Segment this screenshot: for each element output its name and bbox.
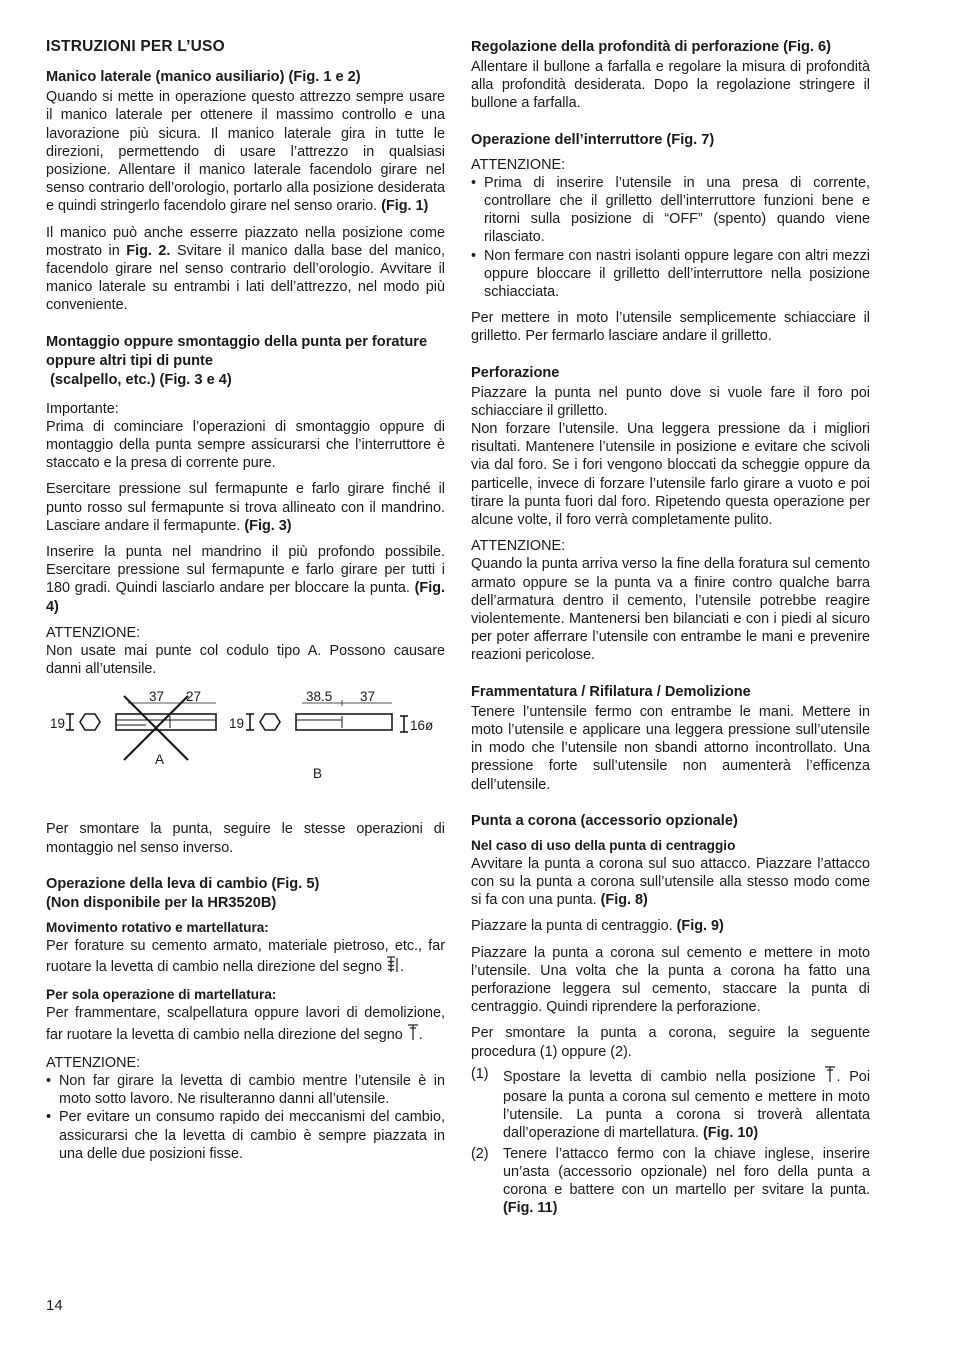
heading-manico-laterale: Manico laterale (manico ausiliario) (Fig. 1 e 2) <box>46 69 361 86</box>
list-item: • Non far girare la levetta di cambio mentre l’utensile è in moto sotto lavoro. Ne risulteranno danni all’utensile. <box>46 1072 445 1108</box>
figure-ref: (Fig. 8) <box>600 892 648 909</box>
paragraph: Quando si mette in operazione questo attrezzo sempre usare il manico laterale per ottenere il massimo controllo e una lavorazione più sicura. Il manico laterale gira in tutte le direzioni, permettendo di usare l’attrezzo in qualsiasi posizione. Allentare il manico laterale facendolo girare nel senso contrario dell’orologio, portarlo alla posizione desiderata e quindi stringerlo facendolo girare nel senso orario. (Fig. 1) <box>46 89 445 215</box>
section-interruttore <box>471 131 870 346</box>
dim-label: 37 <box>149 689 165 705</box>
dim-label: 38.5 <box>306 689 333 705</box>
paragraph: Allentare il bullone a farfalla e regolare la misura di profondità alla profondità desiderata. Dopo la regolazione stringere il bullone a farfalla. <box>471 59 870 112</box>
paragraph: ATTENZIONE: Non usate mai punte col codulo tipo A. Possono causare danni all’utensile. <box>46 624 445 678</box>
paragraph: Tenere l’untensile fermo con entrambe le mani. Mettere in moto l’utensile e applicare una leggera pressione sull’utensile in modo che l’utensile non sbandi attorno incontrollato. Una pressione forte sull’utensile non aumenterà l’efficenza dell’utensile. <box>471 703 870 793</box>
subheading: Movimento rotativo e martellatura: <box>46 919 269 935</box>
hex-section-b <box>260 714 280 730</box>
paragraph: Piazzare la punta nel punto dove si vuole fare il foro poi schiacciare il grilletto. <box>471 384 870 419</box>
attenzione-label: ATTENZIONE: <box>46 1054 141 1071</box>
procedure-list <box>471 1065 870 1218</box>
paragraph: Avvitare la punta a corona sul suo attacco. Piazzare l’attacco con su la punta a corona sull’utensile alla stesso modo come si fa con una punta. (Fig. 8) <box>471 855 870 909</box>
diameter-label: 16ø <box>410 718 434 734</box>
bit-shank-drawing <box>46 690 445 810</box>
paragraph: Il manico può anche esserre piazzato nella posizione come mostrato in Fig. 2. Svitare il manico dalla base del manico, facendolo girare nel senso contrario dell’orologio. Avvitare il manico laterale su entrambi i lati dell’attrezzo, nel modo più conveniente. <box>46 224 445 314</box>
attenzione-label: ATTENZIONE: <box>471 156 566 173</box>
list-item: (1) Spostare la levetta di cambio nella posizione . Poi posare la punta a corona sul cemento e mettere in moto l’utensile. La punta a corona si troverà allentata dall’operazione di martellatura. (Fig. 10) <box>471 1065 871 1142</box>
list-item: • Prima di inserire l’utensile in una presa di corrente, controllare che il grilletto dell’interruttore funzioni bene e ritorni sulla posizione di “OFF” (spento) quando viene rilasciato. <box>471 174 870 247</box>
subheading: Per sola operazione di martellatura: <box>46 987 277 1003</box>
list-item: (2) Tenere l’attacco fermo con la chiave inglese, inserire un’asta (accessorio opzionale) nel foro della punta a corona e battere con un martello per svitare la punta. (Fig. 11) <box>471 1145 870 1217</box>
hammer-icon <box>407 1023 419 1046</box>
bit-shank-figure <box>46 690 445 810</box>
figure-ref: (Fig. 3) <box>244 517 292 534</box>
paragraph: Per smontare la punta a corona, seguire la seguente procedura (1) oppure (2). <box>471 1025 870 1060</box>
dim-label: 37 <box>360 689 376 705</box>
heading-profondita: Regolazione della profondità di perforazione (Fig. 6) <box>471 39 831 55</box>
right-column <box>471 38 870 1235</box>
figure-ref: Fig. 2. <box>126 242 171 259</box>
section-punta-corona <box>471 812 870 1218</box>
figure-ref: (Fig. 1) <box>381 198 429 215</box>
section-leva-cambio <box>46 875 445 1163</box>
section-frammentatura <box>471 683 870 794</box>
paragraph: Non forzare l’utensile. Una leggera pressione da i migliori risultati. Mantenere l’utensile in posizione e evitare che scivoli via dal foro. Se i fori vengono bloccati da scheggie oppure da particelle, invece di forzare l’utensile farlo girare a vuoto e poi tirare la punta fuori dal foro. Ripetendo questa operazione per alcune volte, il foro verrà completamente pulito. <box>471 421 870 529</box>
list-item: • Per evitare un consumo rapido dei meccanismi del cambio, assicurarsi che la levetta di cambio è sempre piazzata in una delle due posizioni fisse. <box>46 1108 445 1163</box>
shank-b-label: B <box>313 766 323 782</box>
step-number: (2) <box>471 1145 489 1162</box>
paragraph: ATTENZIONE: Quando la punta arriva verso la fine della foratura sul cemento armato oppure se la punta va a finire contro qualche barra dell’armatura dentro il cemento, l’utensile potrebbe reagire violentemente. Mantenersi ben bilanciati e con i piedi al sicuro per poter afferrare l’utensile con entrambe le mani e prevenire reazioni pericolose. <box>471 538 870 664</box>
subheading: Nel caso di uso della punta di centraggio <box>471 837 736 853</box>
figure-ref: (Fig. 9) <box>676 918 724 935</box>
section-manico-laterale <box>46 68 445 314</box>
dim-label: 19 <box>229 716 245 732</box>
paragraph: Per frammentare, scalpellatura oppure lavori di demolizione, far ruotare la levetta di cambio nella direzione del segno . <box>46 1004 445 1045</box>
section-profondita <box>471 38 870 113</box>
paragraph: Esercitare pressione sul fermapunte e farlo girare finché il punto rosso sul fermapunte si trova allineato con il mandrino. Lasciare andare il fermapunte. (Fig. 3) <box>46 481 445 534</box>
hex-section-a <box>80 714 100 730</box>
section-perforazione <box>471 364 870 665</box>
shank-a-label: A <box>155 752 165 768</box>
paragraph: Importante: Prima di cominciare l’operazioni di smontaggio oppure di montaggio della punta sempre assicurarsi che l’interruttore è staccato e la presa di corrente pure. <box>46 400 445 472</box>
paragraph: Piazzare la punta di centraggio. (Fig. 9) <box>471 918 724 935</box>
heading-montaggio: Montaggio oppure smontaggio della punta per forature oppure altri tipi di punte (scalpello, etc.) (Fig. 3 e 4) <box>46 333 428 388</box>
hammer-icon <box>824 1065 836 1088</box>
dim-label: 27 <box>186 689 202 705</box>
section-montaggio <box>46 333 445 857</box>
paragraph: Per mettere in moto l’utensile semplicemente schiacciare il grilletto. Per fermarlo lasciare andare il grilletto. <box>471 310 870 345</box>
left-column <box>46 38 445 1181</box>
figure-ref: (Fig. 11) <box>503 1200 558 1217</box>
heading-perforazione: Perforazione <box>471 364 560 381</box>
warning-list <box>471 174 870 301</box>
paragraph: Per forature su cemento armato, materiale pietroso, etc., far ruotare la levetta di cambio nella direzione del segno . <box>46 937 445 978</box>
figure-ref: (Fig. 4) <box>46 580 445 615</box>
heading-punta-corona: Punta a corona (accessorio opzionale) <box>471 812 738 829</box>
shank-b <box>296 714 392 730</box>
page-title: ISTRUZIONI PER L’USO <box>46 38 225 55</box>
heading-leva-cambio: Operazione della leva di cambio (Fig. 5) (Non disponibile per la HR3520B) <box>46 875 320 911</box>
heading-frammentatura: Frammentatura / Rifilatura / Demolizione <box>471 683 751 700</box>
step-number: (1) <box>471 1065 489 1082</box>
heading-interruttore: Operazione dell’interruttore (Fig. 7) <box>471 131 715 148</box>
dim-label: 19 <box>50 716 66 732</box>
list-item: • Non fermare con nastri isolanti oppure legare con altri mezzi oppure bloccare il grilletto dell’interruttore nella posizione schiacciata. <box>471 247 870 302</box>
page-number: 14 <box>46 1297 63 1314</box>
shank-a <box>116 714 216 730</box>
rotation-hammer-icon <box>386 955 400 978</box>
paragraph: Per smontare la punta, seguire le stesse operazioni di montaggio nel senso inverso. <box>46 821 445 856</box>
paragraph: Piazzare la punta a corona sul cemento e mettere in moto l’utensile. Una volta che la punta a corona ha fatto una perforazione leggera sul cemento, staccare la punta di centraggio. Quindi riprendere la perforazione. <box>471 944 870 1016</box>
figure-ref: (Fig. 10) <box>702 1125 759 1142</box>
paragraph: Inserire la punta nel mandrino il più profondo possibile. Esercitare pressione sul fermapunte e farlo girare per tutti i 180 gradi. Quindi lasciarlo andare per bloccare la punta. (Fig. 4) <box>46 544 445 615</box>
warning-list <box>46 1072 445 1163</box>
